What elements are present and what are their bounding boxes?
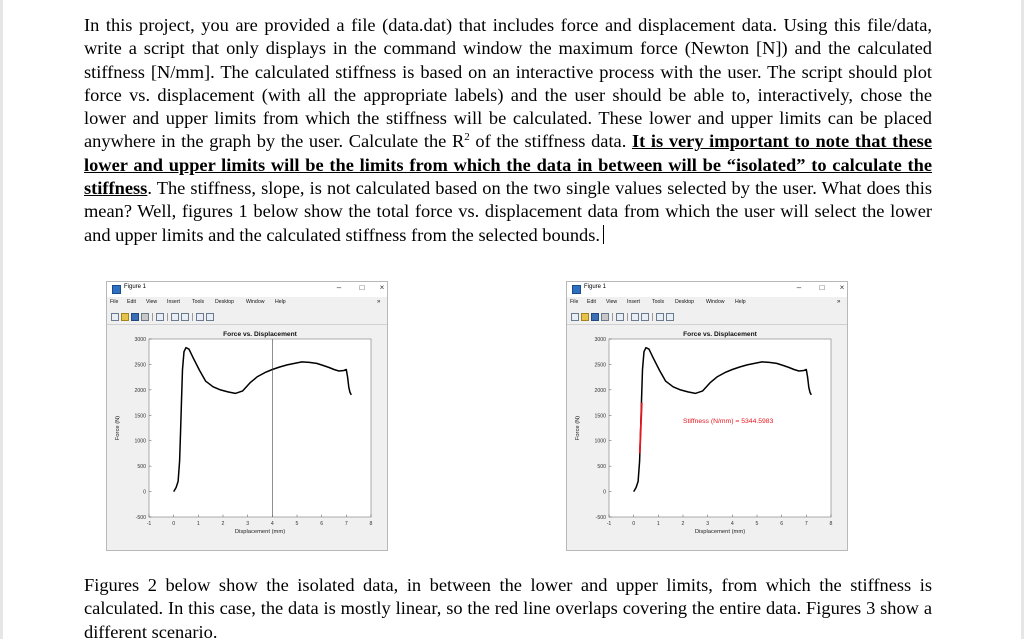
y-axis-label: Force (N) (115, 415, 121, 441)
menu-window[interactable]: Window (246, 299, 265, 305)
y-tick-label: -500 (595, 515, 606, 521)
matlab-figure-icon (112, 285, 121, 294)
x-tick-label: 2 (221, 521, 225, 527)
toolbar-separator (152, 313, 153, 321)
force-displacement-chart[interactable] (567, 325, 847, 550)
menu-tools[interactable]: Tools (652, 299, 665, 305)
x-tick-label: -1 (606, 521, 612, 527)
paragraph-figures: Figures 2 below show the isolated data, in between the lower and upper limits, from which the stiffness is calculated. In this case, the data is mostly linear, so the red line overlaps covering the entire data. Figures 3 show a different scenario. (84, 575, 932, 642)
y-tick-label: 1000 (594, 438, 606, 445)
insert-colorbar-icon[interactable] (631, 313, 639, 321)
new-figure-icon[interactable] (111, 313, 119, 321)
figure-title: Figure 1 (124, 284, 147, 290)
y-tick-label: 2000 (594, 387, 606, 394)
y-tick-label: 1500 (134, 413, 146, 420)
save-icon[interactable] (131, 313, 139, 321)
menu-tools[interactable]: Tools (192, 299, 205, 305)
y-tick-label: 500 (137, 464, 146, 471)
x-tick-label: 6 (780, 521, 784, 527)
property-inspector-icon[interactable] (206, 313, 214, 321)
menu-edit[interactable]: Edit (127, 299, 136, 305)
chart-title: Force vs. Displacement (223, 331, 297, 338)
chart-title: Force vs. Displacement (683, 331, 757, 338)
y-tick-label: 2000 (134, 387, 146, 394)
menu-overflow-icon[interactable]: » (837, 299, 841, 305)
property-inspector-icon[interactable] (666, 313, 674, 321)
menu-desktop[interactable]: Desktop (675, 299, 695, 305)
x-tick-label: 5 (295, 521, 299, 527)
y-tick-label: 2500 (134, 362, 146, 369)
edit-plot-icon[interactable] (196, 313, 204, 321)
x-tick-label: 7 (344, 521, 348, 527)
x-tick-label: 3 (706, 521, 710, 527)
open-file-icon[interactable] (581, 313, 589, 321)
x-tick-label: 7 (804, 521, 808, 527)
menu-edit[interactable]: Edit (587, 299, 596, 305)
figure-window-2 (566, 281, 848, 551)
y-tick-label: -500 (135, 515, 146, 521)
x-tick-label: 5 (755, 521, 759, 527)
print-icon[interactable] (141, 313, 149, 321)
menu-view[interactable]: View (606, 299, 618, 305)
y-tick-label: 3000 (134, 337, 146, 343)
y-axis-label: Force (N) (575, 415, 581, 441)
link-plot-icon[interactable] (616, 313, 624, 321)
paragraph-conclusion-text: . The stiffness, slope, is not calculated based on the two single values selected by the user. What does this mean? Well, figures 1 below show the total force vs. displacement data from which the user will select the lower and upper limits and the calculated stiffness from the selected bounds. (84, 178, 932, 245)
y-tick-label: 1000 (134, 438, 146, 445)
x-tick-label: 2 (681, 521, 685, 527)
menu-insert[interactable]: Insert (627, 299, 640, 305)
x-tick-label: 3 (246, 521, 250, 527)
y-tick-label: 500 (597, 464, 606, 471)
menu-file[interactable]: File (110, 299, 119, 305)
y-tick-label: 2500 (594, 362, 606, 369)
close-button[interactable]: × (839, 283, 845, 292)
y-tick-label: 1500 (594, 413, 606, 420)
toolbar-separator (627, 313, 628, 321)
toolbar-separator (167, 313, 168, 321)
menu-insert[interactable]: Insert (167, 299, 180, 305)
toolbar-separator (192, 313, 193, 321)
x-tick-label: 4 (730, 521, 734, 527)
figure-toolbar (107, 310, 387, 325)
paragraph-intro-text-2: of the stiffness data. (469, 131, 632, 152)
y-tick-label: 0 (143, 489, 146, 496)
menu-view[interactable]: View (146, 299, 158, 305)
x-tick-label: 1 (656, 521, 660, 527)
x-tick-label: 8 (369, 521, 373, 527)
figure-window-1 (106, 281, 388, 551)
toolbar-separator (652, 313, 653, 321)
edit-plot-icon[interactable] (656, 313, 664, 321)
x-tick-label: 8 (829, 521, 833, 527)
figure-menu-bar (567, 298, 847, 309)
paragraph-intro-text: In this project, you are provided a file (data.dat) that includes force and displacement data. Using this file/data, write a script that only displays in the command window the maximum force (Newton [N]) and the calculated stiffness [N/mm]. The calculated stiffness is based on an interactive process with the user. The script should plot force vs. displacement (with all the appropriate labels) and the user should be able to, interactively, chose the lower and upper limits from which the stiffness will be calculated. These lower and upper limits can be placed anywhere in the graph by the user. Calculate the R (84, 15, 932, 152)
maximize-button[interactable]: □ (819, 283, 825, 292)
figure-title: Figure 1 (584, 284, 607, 290)
r-squared-superscript: 2 (464, 131, 470, 144)
figure-title-bar (567, 282, 847, 297)
toolbar-separator (612, 313, 613, 321)
x-tick-label: 0 (172, 521, 176, 527)
open-file-icon[interactable] (121, 313, 129, 321)
close-button[interactable]: × (379, 283, 385, 292)
menu-help[interactable]: Help (735, 299, 746, 305)
x-tick-label: 0 (632, 521, 636, 527)
menu-file[interactable]: File (570, 299, 579, 305)
y-tick-label: 3000 (594, 337, 606, 343)
insert-colorbar-icon[interactable] (171, 313, 179, 321)
minimize-button[interactable]: – (336, 283, 342, 292)
link-plot-icon[interactable] (156, 313, 164, 321)
insert-legend-icon[interactable] (641, 313, 649, 321)
insert-legend-icon[interactable] (181, 313, 189, 321)
paragraph-intro (84, 14, 932, 247)
page-edge-left (0, 0, 3, 639)
menu-desktop[interactable]: Desktop (215, 299, 235, 305)
figure-axes-area (567, 325, 847, 550)
x-tick-label: -1 (146, 521, 152, 527)
matlab-figure-icon (572, 285, 581, 294)
figure-toolbar (567, 310, 847, 325)
new-figure-icon[interactable] (571, 313, 579, 321)
menu-help[interactable]: Help (275, 299, 286, 305)
x-axis-label: Displacement (mm) (694, 529, 746, 535)
emphasis-text: It is very important to note that these lower and upper limits will be the limits from which the data in between will be “isolated” to calculate the stiffness (84, 131, 933, 199)
save-icon[interactable] (591, 313, 599, 321)
text-cursor[interactable] (603, 225, 604, 244)
x-axis-label: Displacement (mm) (234, 529, 286, 535)
y-tick-label: 0 (603, 489, 606, 496)
menu-window[interactable]: Window (706, 299, 725, 305)
x-tick-label: 4 (270, 521, 274, 527)
x-tick-label: 1 (196, 521, 200, 527)
minimize-button[interactable]: – (796, 283, 802, 292)
print-icon[interactable] (601, 313, 609, 321)
figure-menu-bar (107, 298, 387, 309)
force-displacement-chart[interactable] (107, 325, 387, 550)
x-tick-label: 6 (320, 521, 324, 527)
figure-title-bar (107, 282, 387, 297)
maximize-button[interactable]: □ (359, 283, 365, 292)
figure-axes-area (107, 325, 387, 550)
menu-overflow-icon[interactable]: » (377, 299, 381, 305)
stiffness-annotation: Stiffness (N/mm) = 5344.5983 (683, 417, 774, 425)
